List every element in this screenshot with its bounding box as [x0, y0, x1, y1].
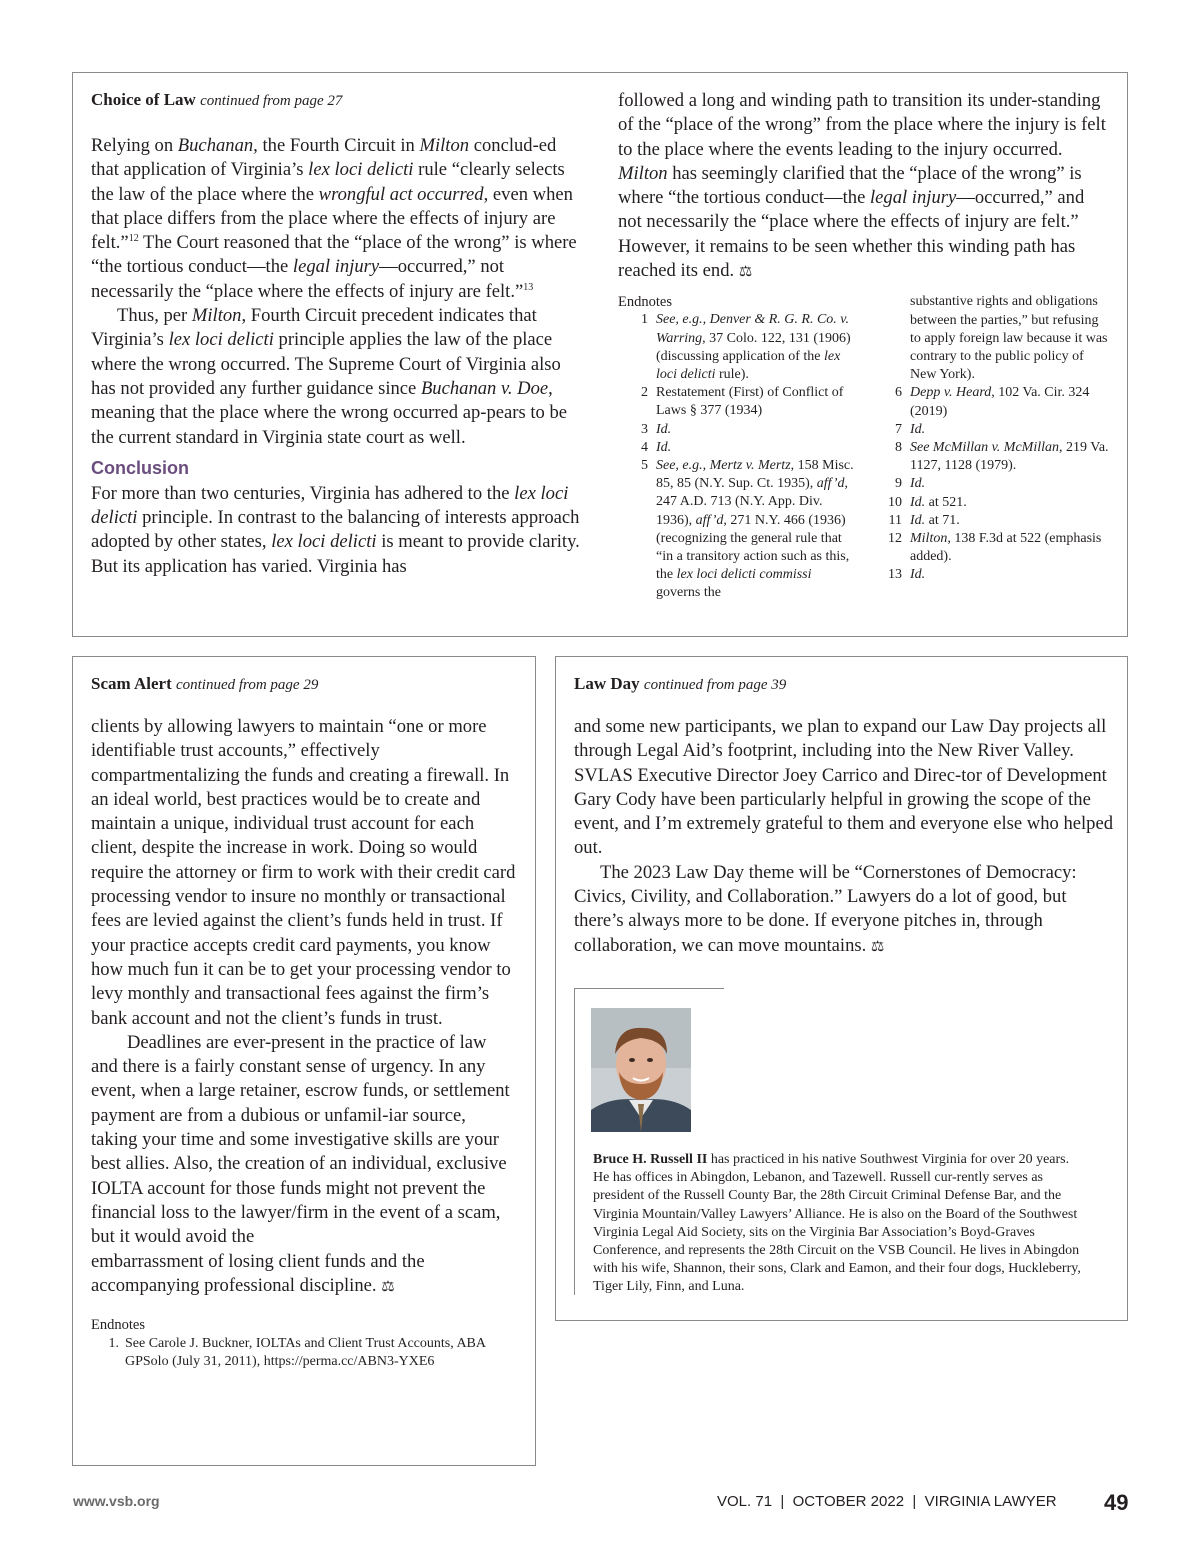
scales-of-justice-icon: ⚖	[381, 1276, 395, 1295]
choice-of-law-left-column	[91, 89, 581, 579]
endnote-item: 8 See McMillan v. McMillan, 219 Va. 1127, 1128 (1979).	[895, 440, 1109, 474]
endnote-item: 1. See Carole J. Buckner, IOLTAs and Client Trust Accounts, ABA GPSolo (July 31, 2011), https://perma.cc/ABN3-YXE6	[108, 1336, 486, 1370]
endnote-item: 1 See, e.g., Denver & R. G. R. Co. v. Warring, 37 Colo. 122, 131 (1906) (discussing application of the lex loci delicti rule).	[641, 312, 851, 382]
author-photo	[591, 1008, 691, 1132]
endnotes-right-list	[872, 293, 1112, 584]
article-title: Scam Alert	[91, 674, 172, 693]
endnote-item: 10 Id. at 521.	[888, 494, 967, 510]
endnotes-left-list	[618, 311, 856, 602]
author-bio: Bruce H. Russell II has practiced in his native Southwest Virginia for over 20 years. He has offices in Abingdon, Lebanon, and Tazewell. Russell cur-rently serves as president of the Russell County Bar, the 28th Circuit Criminal Defense Bar, and the Virginia Mountain/Valley Lawyers’ Alliance. He is also on the Board of the Southwest Virginia Legal Aid Society, sits on the Virginia Bar Association’s Boyd-Graves Conference, and represents the 28th Circuit on the VSB Council. He lives in Abingdon with his wife, Shannon, their sons, Clark and Eamon, and their four dogs, Huckleberry, Tiger Lily, Finn, and Luna.	[593, 1152, 1081, 1295]
endnote-item: 13 Id.	[888, 567, 926, 583]
footer-url: www.vsb.org	[73, 1493, 160, 1509]
endnotes-title: Endnotes	[91, 1317, 145, 1334]
continued-note: continued from page 27	[200, 93, 343, 109]
paragraph: clients by allowing lawyers to maintain “one or more identifiable trust accounts,” effectively compartmentalizing the funds and creating a firewall. In an ideal world, best practices would be to create and maintain a unique, individual trust account for each client, despite the increase in work. Doing so would require the attorney or firm to work with their credit card processing vendor to insure no monthly or transactional fees are levied against the client’s funds held in trust. If your practice accepts credit card payments, you know how much fun it can be to get your processing vendor to levy monthly and transactional fees against the firm’s bank account and not the client’s funds in trust.	[91, 716, 516, 1029]
author-portrait-image	[591, 1008, 691, 1132]
choice-of-law-right-column	[618, 89, 1110, 623]
choice-of-law-body	[91, 134, 581, 579]
endnote-item: 9 Id.	[895, 476, 926, 492]
endnotes	[618, 293, 1110, 623]
scales-of-justice-icon: ⚖	[738, 262, 753, 281]
endnote-item: 4 Id.	[641, 439, 672, 455]
paragraph: Deadlines are ever-present in the practice of law and there is a fairly constant sense of urgency. In any event, when a large retainer, escrow funds, or settlement payment are from a dubious or unfamil-iar source, taking your time and some investigative skills are your best allies. Also, the creation of an individual, exclusive IOLTA account for those funds might not prevent the financial loss to the lawyer/firm in the event of a scam, but it would avoid the	[91, 1031, 510, 1248]
endnote-item: 6 Depp v. Heard, 102 Va. Cir. 324 (2019)	[895, 385, 1090, 419]
choice-of-law-continuation	[618, 89, 1110, 283]
choice-of-law-header	[91, 89, 581, 112]
endnote-item: 2 Restatement (First) of Conflict of Laws § 377 (1934)	[641, 385, 844, 419]
endnote-item: 11 Id. at 71.	[888, 512, 960, 528]
scam-alert-column	[91, 673, 516, 1372]
page-number: 49	[1104, 1490, 1129, 1515]
continued-note: continued from page 39	[643, 677, 787, 693]
scales-of-justice-icon: ⚖	[870, 936, 885, 955]
endnote-continuation: substantive rights and obligations between the parties,” but refusing to apply foreign law because it was contrary to the public policy of New York).	[910, 294, 1108, 383]
paragraph: For more than two centuries, Virginia has adhered to the lex loci delicti principle. In contrast to the balancing of interests approach adopted by other states, lex loci delicti is meant to provide clarity. But its application has varied. Virginia has	[91, 482, 580, 577]
paragraph: The 2023 Law Day theme will be “Cornerstones of Democracy: Civics, Civility, and Collaboration.” Lawyers do a lot of good, but there’s always more to be done. If everyone pitches in, through collaboration, we can move mountains. ⚖	[574, 861, 1077, 956]
endnotes-title: Endnotes	[618, 294, 672, 311]
paragraph: and some new participants, we plan to expand our Law Day projects all through Legal Aid’s footprint, including into the New River Valley. SVLAS Executive Director Joey Carrico and Direc-tor of Development Gary Cody have been particularly helpful in growing the scope of the event, and I’m extremely grateful to them and everyone else who helped out.	[574, 716, 1114, 859]
paragraph: Relying on Buchanan, the Fourth Circuit in Milton conclud-ed that application of Virginia’s lex loci delicti rule “clearly selects the law of the place where the wrongful act occurred, even when that place differs from the place where the effects of injury are felt.”$^{12}$ The Court reasoned that the “place of the wrong” is where “the tortious conduct—the legal injury—occurred,” not necessarily the “place where the effects of injury are felt.”$^{13}$	[91, 135, 577, 302]
paragraph: Thus, per Milton, Fourth Circuit precedent indicates that Virginia’s lex loci delicti principle applies the law of the place where the wrong occurred. The Supreme Court of Virginia also has not provided any further guidance since Buchanan v. Doe, meaning that the place where the wrong occurred ap-pears to be the current standard in Virginia state court as well.	[91, 305, 567, 448]
endnote-item: 3 Id.	[641, 421, 672, 437]
endnote-item: 5 See, e.g., Mertz v. Mertz, 158 Misc. 85, 85 (N.Y. Sup. Ct. 1935), aff’d, 247 A.D. 713 (N.Y. App. Div. 1936), aff’d, 271 N.Y. 466 (1936) (recognizing the general rule that “in a transitory action such as this, the lex loci delicti commissi governs the	[641, 458, 854, 601]
law-day-body	[574, 715, 1114, 958]
paragraph: followed a long and winding path to transition its under-standing of the “place of the wrong” from the place where the injury is felt to the place where the events leading to the injury occurred. Milton has seemingly clarified that the “place of the wrong” is where “the tortious conduct—the legal injury—occurred,” and not necessarily the “place where the effects of injury are felt.” However, it remains to be seen whether this winding path has reached its end. ⚖	[618, 90, 1106, 282]
article-title: Law Day	[574, 674, 640, 693]
continued-note: continued from page 29	[175, 677, 319, 693]
bio-rule-vertical	[574, 988, 575, 1295]
endnote-item: 12 Milton, 138 F.3d at 522 (emphasis added).	[888, 531, 1102, 565]
law-day-column	[574, 673, 1114, 958]
scam-endnotes	[91, 1316, 516, 1371]
conclusion-heading: Conclusion	[91, 457, 189, 478]
endnote-item: 7 Id.	[895, 421, 926, 437]
paragraph: embarrassment of losing client funds and the accompanying professional discipline. ⚖	[91, 1250, 425, 1296]
article-title: Choice of Law	[91, 90, 196, 109]
scam-alert-header	[91, 673, 516, 696]
footer-issue: VOL. 71 | OCTOBER 2022 | VIRGINIA LAWYER	[717, 1493, 1057, 1510]
scam-alert-body	[91, 715, 516, 1298]
author-name: Bruce H. Russell II	[593, 1152, 708, 1167]
law-day-header	[574, 673, 1114, 696]
bio-rule-horizontal	[574, 988, 724, 989]
